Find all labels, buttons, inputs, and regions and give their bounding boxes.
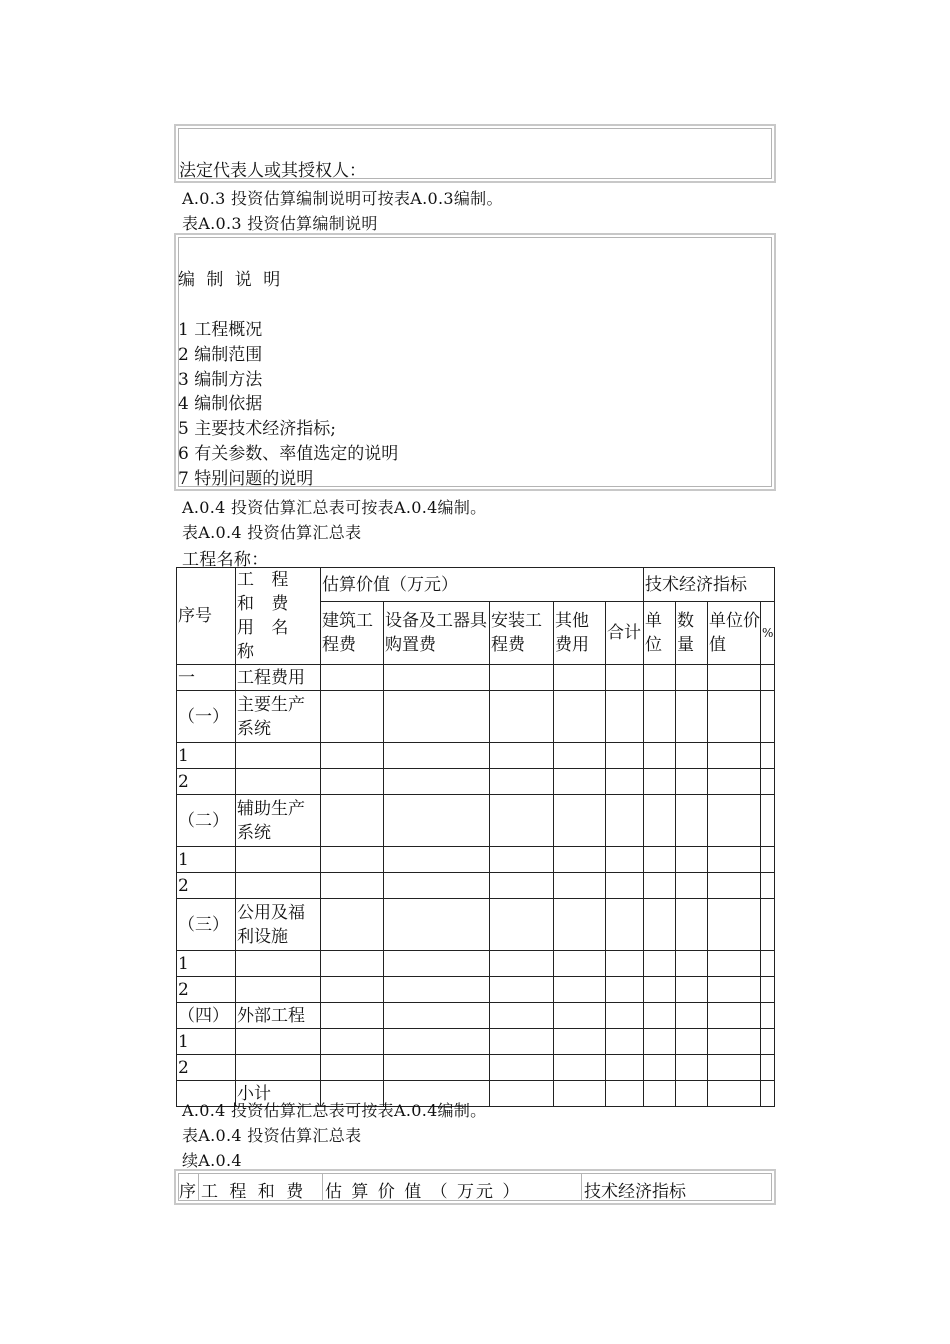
row-name [236,873,321,899]
signature-label: 法定代表人或其授权人： [179,161,366,181]
row-name [236,1055,321,1081]
header-equip: 设备及工器具购置费 [384,602,490,665]
header-other: 其他费用 [554,602,606,665]
cont-estimate: 估 算 价 值 （ 万元 ） [325,1182,522,1202]
header-build: 建筑工程费 [321,602,384,665]
row-seq: 1 [177,847,236,873]
row-seq: （四） [177,1003,236,1029]
header-total: 合计 [606,602,644,665]
row-seq: 1 [177,1029,236,1055]
row-name [236,977,321,1003]
row-name: 小计 [236,1081,321,1107]
table-row [177,847,775,873]
a04-note: A.0.4 投资估算汇总表可按表A.0.4编制。 [182,498,487,517]
table-row [177,1029,775,1055]
project-name-label: 工程名称： [182,550,269,570]
continued-table [174,1169,776,1205]
header-name: 工 程 和 费 用 名 称 [236,568,321,665]
row-seq: 2 [177,977,236,1003]
row-seq: 1 [177,743,236,769]
table-row [177,1055,775,1081]
table-row [177,899,775,951]
header-unit-price: 单位价值 [708,602,761,665]
description-item: 6 有关参数、率值选定的说明 [178,444,399,464]
a03-note: A.0.3 投资估算编制说明可按表A.0.3编制。 [182,189,503,208]
description-item: 4 编制依据 [178,394,263,414]
row-name [236,769,321,795]
description-item: 1 工程概况 [178,320,263,340]
row-name [236,847,321,873]
description-item: 2 编制范围 [178,345,263,365]
a03-title: 表A.0.3 投资估算编制说明 [182,214,378,233]
row-name: 辅助生产系统 [236,795,321,847]
row-name [236,951,321,977]
table-row [177,743,775,769]
row-name [236,1029,321,1055]
row-name: 外部工程 [236,1003,321,1029]
table-row [177,795,775,847]
a04-title-2: 表A.0.4 投资估算汇总表 [182,1126,362,1145]
row-seq: 1 [177,951,236,977]
a04-note-2: A.0.4 投资估算汇总表可按表A.0.4编制。 [182,1101,487,1120]
table-row [177,873,775,899]
cont-name: 工 程 和 费 [201,1182,307,1202]
a04-title: 表A.0.4 投资估算汇总表 [182,523,362,542]
description-item: 7 特别问题的说明 [178,469,314,489]
table-row [177,691,775,743]
row-seq: 2 [177,873,236,899]
header-unit: 单位 [644,602,676,665]
row-name: 主要生产系统 [236,691,321,743]
description-item: 3 编制方法 [178,370,263,390]
summary-table [176,567,775,1107]
row-seq: 一 [177,665,236,691]
description-heading: 编 制 说 明 [178,270,284,290]
row-seq: 2 [177,769,236,795]
table-row [177,665,775,691]
row-name [236,743,321,769]
signature-box [174,124,776,183]
header-qty: 数量 [676,602,708,665]
description-item: 5 主要技术经济指标; [178,419,336,439]
table-row [177,951,775,977]
row-name: 工程费用 [236,665,321,691]
cont-seq: 序 [179,1182,196,1202]
row-seq: （二） [177,795,236,847]
cont-tech: 技术经济指标 [584,1182,686,1202]
continued-label: 续A.0.4 [182,1151,242,1170]
header-estimate: 估算价值（万元） [321,568,644,602]
header-seq: 序号 [177,568,236,665]
table-row [177,1003,775,1029]
row-seq: （一） [177,691,236,743]
header-install: 安装工程费 [490,602,554,665]
row-seq: 2 [177,1055,236,1081]
header-tech: 技术经济指标 [644,568,775,602]
row-name: 公用及福利设施 [236,899,321,951]
table-row [177,769,775,795]
header-percent: % [761,602,775,665]
row-seq: （三） [177,899,236,951]
table-row [177,977,775,1003]
